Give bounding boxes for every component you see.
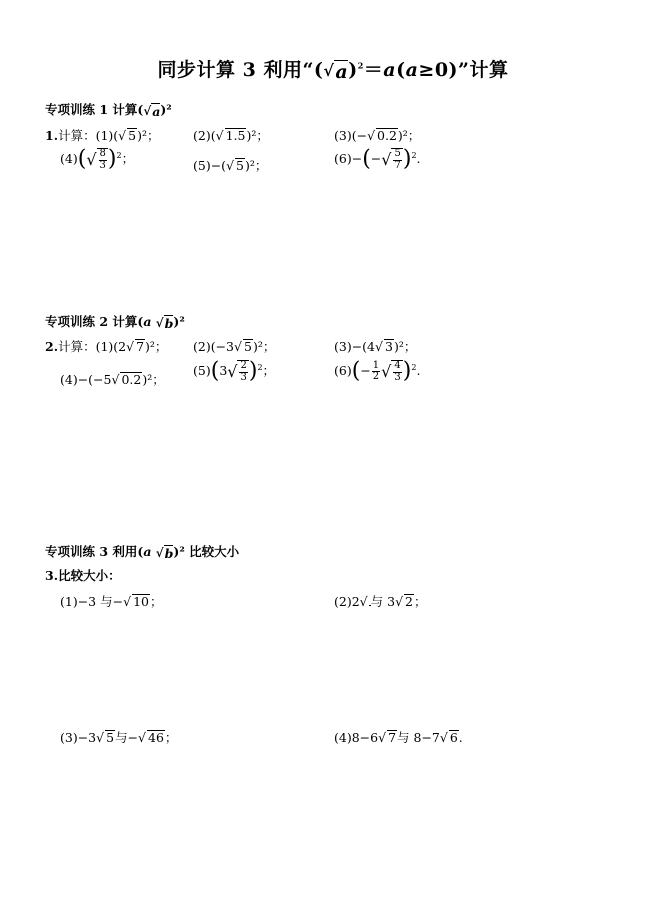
q1-item-3: (3)(−√ 0.2)²； [334, 128, 421, 143]
q2-item-3: (3)−(4√ 3)²； [334, 339, 417, 354]
q1-item-5: (5)−(√ 5)²； [193, 158, 268, 173]
q2-item-2: (2)(−3√ 5)²； [193, 339, 276, 354]
section-heading-3: 专项训练 3 利用(a √b)² 比较大小 [45, 544, 240, 561]
q3-item-4: (4)8−6√ 7与 8−7√ 6. [334, 730, 463, 745]
q2-item-1: 2.计算：(1)(2√ 7)²； [45, 339, 168, 354]
q2-item-4: (4)−(−5√ 0.2)²； [60, 372, 165, 387]
q3-item-3: (3)−3√ 5与−√ 46； [60, 730, 178, 745]
q3-item-1: (1)−3 与−√ 10； [60, 594, 163, 609]
section-heading-1: 专项训练 1 计算(√a)² [45, 102, 172, 119]
q1-item-1: 1.计算：(1)(√ 5)²； [45, 128, 160, 143]
q2-item-6: (6)(− $\frac{1}{2}$ √ $\frac{4}{3}$ )$^2$. [334, 358, 421, 384]
q3-item-2: (2)2√ 与 3√ 2； [334, 594, 427, 609]
page-title: 同步计算 3 利用“$(√a)^2=a(a\ge 0)$”计算 [157, 59, 509, 83]
section-heading-2: 专项训练 2 计算(a √b)² [45, 314, 185, 331]
q3-heading: 3.比较大小： [45, 568, 121, 583]
q2-item-5: (5)(3√ $\frac{2}{3}$ )$^2$； [193, 358, 276, 384]
q1-item-2: (2)(√ 1.5)²； [193, 128, 269, 143]
q1-item-6: (6)−(−√ $\frac{5}{7}$ )$^2$. [334, 146, 421, 172]
q1-item-4: (4)(√ $\frac{8}{3}$ )$^2$； [60, 146, 135, 172]
